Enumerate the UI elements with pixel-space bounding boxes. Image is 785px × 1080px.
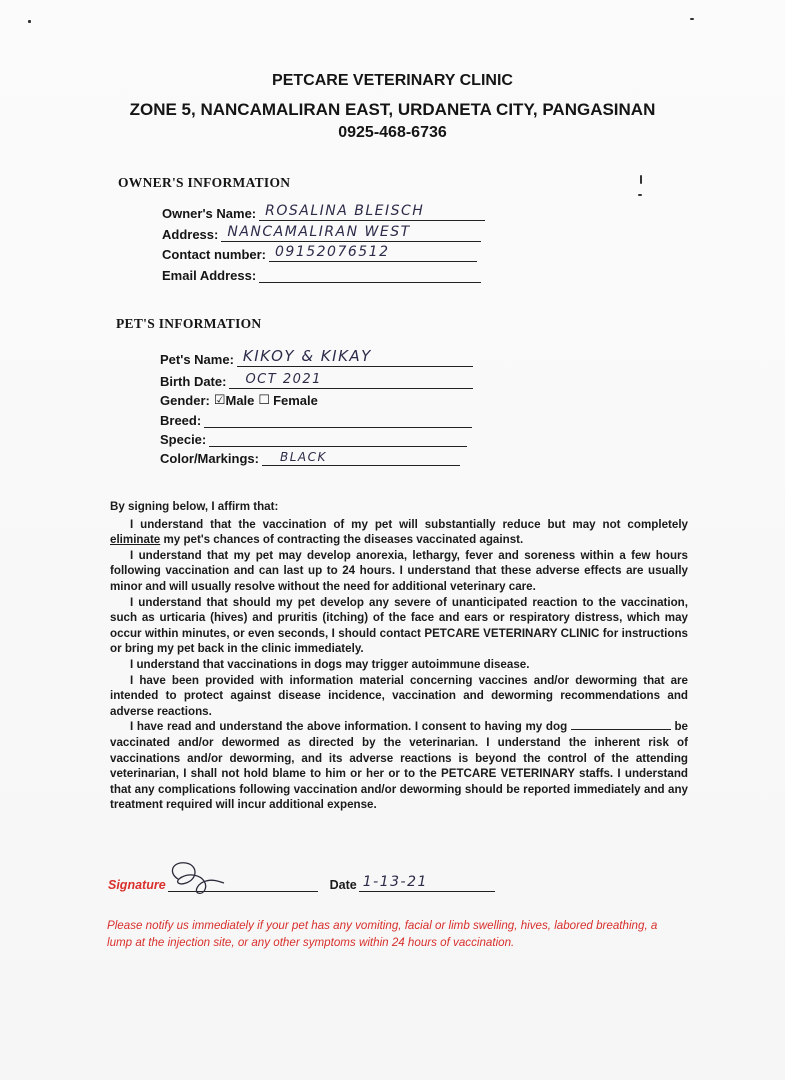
clinic-address: ZONE 5, NANCAMALIRAN EAST, URDANETA CITY, PANGASINAN <box>129 100 656 119</box>
signature-line[interactable] <box>168 875 318 892</box>
dog-name-blank[interactable] <box>571 719 671 730</box>
owner-name-value: ROSALINA BLEISCH <box>265 203 425 219</box>
breed-field <box>160 411 472 428</box>
contact-value: 09152076512 <box>275 244 390 260</box>
contact-label: Contact number: <box>162 247 266 262</box>
date-value: 1-13-21 <box>362 874 428 890</box>
owner-section-title: OWNER'S INFORMATION <box>118 175 291 190</box>
consent-paragraph-4: I understand that vaccinations in dogs may trigger autoimmune disease. <box>130 657 530 671</box>
checkbox-checked-icon[interactable]: ☑ <box>213 392 226 407</box>
color-value: BLACK <box>279 450 327 464</box>
address-value: NANCAMALIRAN WEST <box>227 224 411 240</box>
color-line[interactable] <box>262 449 460 466</box>
scan-speck <box>640 175 642 184</box>
birth-date-value: OCT 2021 <box>245 372 322 387</box>
male-label: Male <box>225 393 255 408</box>
owner-name-label: Owner's Name: <box>162 206 257 221</box>
email-label: Email Address: <box>162 268 257 283</box>
consent-paragraph-2: I understand that my pet may develop anorexia, lethargy, fever and soreness within a few hours following vaccination and can last up to 24 hours. I understand that these adverse effects are usually minor and will usually resolve without the need for additional veterinary care. <box>110 548 688 593</box>
specie-label: Specie: <box>160 432 207 447</box>
consent-paragraph-5: I have been provided with information material concerning vaccines and/or deworming that are intended to protect against disease incidence, vaccination and deworming recommendations and adverse reactions. <box>110 673 688 718</box>
female-label: Female <box>273 393 318 408</box>
contact-line[interactable] <box>269 245 477 262</box>
gender-field <box>160 392 318 408</box>
date-line[interactable] <box>359 875 495 892</box>
birth-date-line[interactable] <box>229 372 473 389</box>
address-field <box>162 225 481 242</box>
scan-speck <box>28 20 31 23</box>
birth-date-field <box>160 372 473 389</box>
scan-speck <box>638 194 642 196</box>
signature-row <box>108 875 495 892</box>
consent-paragraph-1: I understand that the vaccination of my pet will substantially reduce but may not completely eliminate my pet's chances of contracting the diseases vaccinated against. <box>110 517 688 547</box>
breed-label: Breed: <box>160 413 202 428</box>
consent-paragraph-3: I understand that should my pet develop any severe of unanticipated reaction to the vaccination, such as urticaria (hives) and pruritis (itching) of the face and ears or respiratory distress, which may occur within minutes, or even seconds, I should contact PETCARE VETERINARY CLINIC for instructions or bring my pet back in the clinic immediately. <box>110 595 688 656</box>
specie-line[interactable] <box>209 430 467 447</box>
email-line[interactable] <box>259 266 481 283</box>
gender-label: Gender: <box>160 393 210 408</box>
color-label: Color/Markings: <box>160 451 259 466</box>
date-label: Date <box>329 878 357 892</box>
signature-label: Signature <box>108 878 166 892</box>
pet-name-field <box>160 347 473 367</box>
address-line[interactable] <box>221 225 481 242</box>
breed-line[interactable] <box>204 411 472 428</box>
consent-paragraph-6: I have read and understand the above information. I consent to having my dog be vaccinated and/or dewormed as directed by the veterinarian. I understand the inherent risk of vaccinations and/or deworming, and its adverse reactions is beyond the control of the attending veterinarian, I shall not hold blame to him or her or to the PETCARE VETERINARY staffs. I understand that any complications following vaccination and/or deworming should be reported immediately and any treatment required will incur additional expense. <box>110 720 688 812</box>
color-field <box>160 449 460 466</box>
checkbox-empty-icon[interactable]: ☐ <box>258 392 271 407</box>
clinic-name: PETCARE VETERINARY CLINIC <box>272 72 513 89</box>
scan-speck <box>690 18 694 20</box>
pet-name-value: KIKOY & KIKAY <box>242 347 372 365</box>
consent-intro: By signing below, I affirm that: <box>110 500 279 513</box>
birth-date-label: Birth Date: <box>160 374 227 389</box>
consent-text <box>110 499 688 813</box>
notice-text: Please notify us immediately if your pet has any vomiting, facial or limb swelling, hives, labored breathing, a lump at the injection site, or any other symptoms within 24 hours of vaccination. <box>107 919 658 949</box>
address-label: Address: <box>162 227 219 242</box>
owner-name-line[interactable] <box>259 204 485 221</box>
owner-name-field <box>162 204 485 221</box>
contact-field <box>162 245 477 262</box>
clinic-phone: 0925-468-6736 <box>338 124 447 141</box>
email-field <box>162 266 481 283</box>
specie-field <box>160 430 467 447</box>
pet-section-title: PET'S INFORMATION <box>116 316 262 331</box>
pet-name-label: Pet's Name: <box>160 352 234 367</box>
pet-name-line[interactable] <box>237 347 473 367</box>
signature-scribble <box>164 859 228 897</box>
